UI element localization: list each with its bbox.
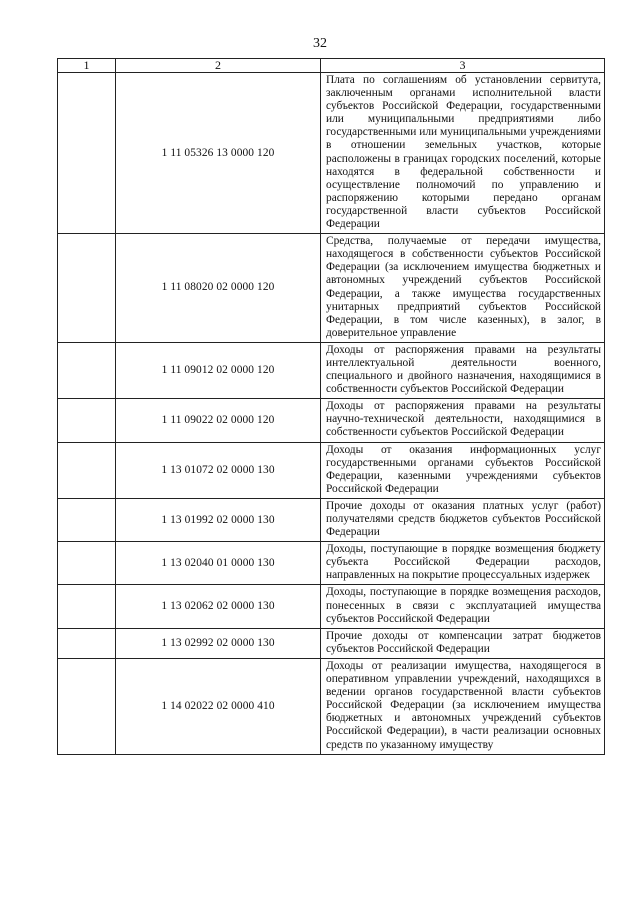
- column-header-1: 1: [58, 59, 116, 73]
- row-index-cell: [58, 628, 116, 658]
- row-index-cell: [58, 542, 116, 585]
- table-row: [58, 73, 605, 234]
- page-number: 32: [313, 36, 327, 51]
- budget-code-cell: 1 13 02040 01 0000 130: [116, 542, 321, 585]
- budget-code-cell: 1 13 02062 02 0000 130: [116, 585, 321, 628]
- description-cell: Прочие доходы от компенсации затрат бюджетов субъектов Российской Федерации: [321, 628, 605, 658]
- description-cell: Доходы, поступающие в порядке возмещения расходов, понесенных в связи с эксплуатацией имущества субъектов Российской Федерации: [321, 585, 605, 628]
- row-index-cell: [58, 73, 116, 234]
- description-cell: Доходы от оказания информационных услуг государственными органами субъектов Российской Федерации, казенными учреждениями субъектов Российской Федерации: [321, 442, 605, 498]
- table-row: [58, 658, 605, 754]
- description-cell: Доходы от реализации имущества, находящегося в оперативном управлении учреждений, находящихся в ведении органов государственной власти субъектов Российской Федерации (за исключением имущества бюджетных и автономных учреждений субъектов Российской Федерации), в части реализации основных средств по указанному имуществу: [321, 658, 605, 754]
- table-row: [58, 585, 605, 628]
- budget-code-cell: 1 13 01992 02 0000 130: [116, 498, 321, 541]
- table-row: [58, 628, 605, 658]
- budget-code-cell: 1 11 09022 02 0000 120: [116, 399, 321, 442]
- table-row: [58, 442, 605, 498]
- budget-code-cell: 1 14 02022 02 0000 410: [116, 658, 321, 754]
- description-cell: Плата по соглашениям об установлении сервитута, заключенным органами исполнительной власти субъектов Российской Федерации, государственными или муниципальными предприятиями либо государственными или муниципальными учреждениями в отношении земельных участков, которые расположены в границах городских поселений, которые находятся в федеральной собственности и осуществление полномочий по управлению и распоряжению которыми передано органам государственной власти субъектов Российской Федерации: [321, 73, 605, 234]
- description-cell: Доходы, поступающие в порядке возмещения бюджету субъекта Российской Федерации расходов, направленных на покрытие процессуальных издержек: [321, 542, 605, 585]
- column-header-3: 3: [321, 59, 605, 73]
- table-row: [58, 542, 605, 585]
- revenue-codes-table: [57, 58, 605, 755]
- budget-code-cell: 1 11 09012 02 0000 120: [116, 342, 321, 398]
- row-index-cell: [58, 342, 116, 398]
- description-cell: Средства, получаемые от передачи имущества, находящегося в собственности субъектов Российской Федерации (за исключением имущества бюджетных и автономных учреждений субъектов Российской Федерации, а также имущества государственных унитарных предприятий субъектов Российской Федерации, в том числе казенных), в залог, в доверительное управление: [321, 234, 605, 343]
- budget-code-cell: 1 13 01072 02 0000 130: [116, 442, 321, 498]
- column-header-2: 2: [116, 59, 321, 73]
- description-cell: Прочие доходы от оказания платных услуг (работ) получателями средств бюджетов субъектов Российской Федерации: [321, 498, 605, 541]
- budget-code-cell: 1 13 02992 02 0000 130: [116, 628, 321, 658]
- row-index-cell: [58, 399, 116, 442]
- table-row: [58, 234, 605, 343]
- description-cell: Доходы от распоряжения правами на результаты научно-технической деятельности, находящимися в собственности субъектов Российской Федерации: [321, 399, 605, 442]
- table-row: [58, 342, 605, 398]
- row-index-cell: [58, 658, 116, 754]
- description-cell: Доходы от распоряжения правами на результаты интеллектуальной деятельности военного, специального и двойного назначения, находящимися в собственности субъектов Российской Федерации: [321, 342, 605, 398]
- table-row: [58, 498, 605, 541]
- row-index-cell: [58, 498, 116, 541]
- table-row: [58, 399, 605, 442]
- table-header-row: [58, 59, 605, 73]
- row-index-cell: [58, 234, 116, 343]
- budget-code-cell: 1 11 05326 13 0000 120: [116, 73, 321, 234]
- row-index-cell: [58, 585, 116, 628]
- budget-code-cell: 1 11 08020 02 0000 120: [116, 234, 321, 343]
- row-index-cell: [58, 442, 116, 498]
